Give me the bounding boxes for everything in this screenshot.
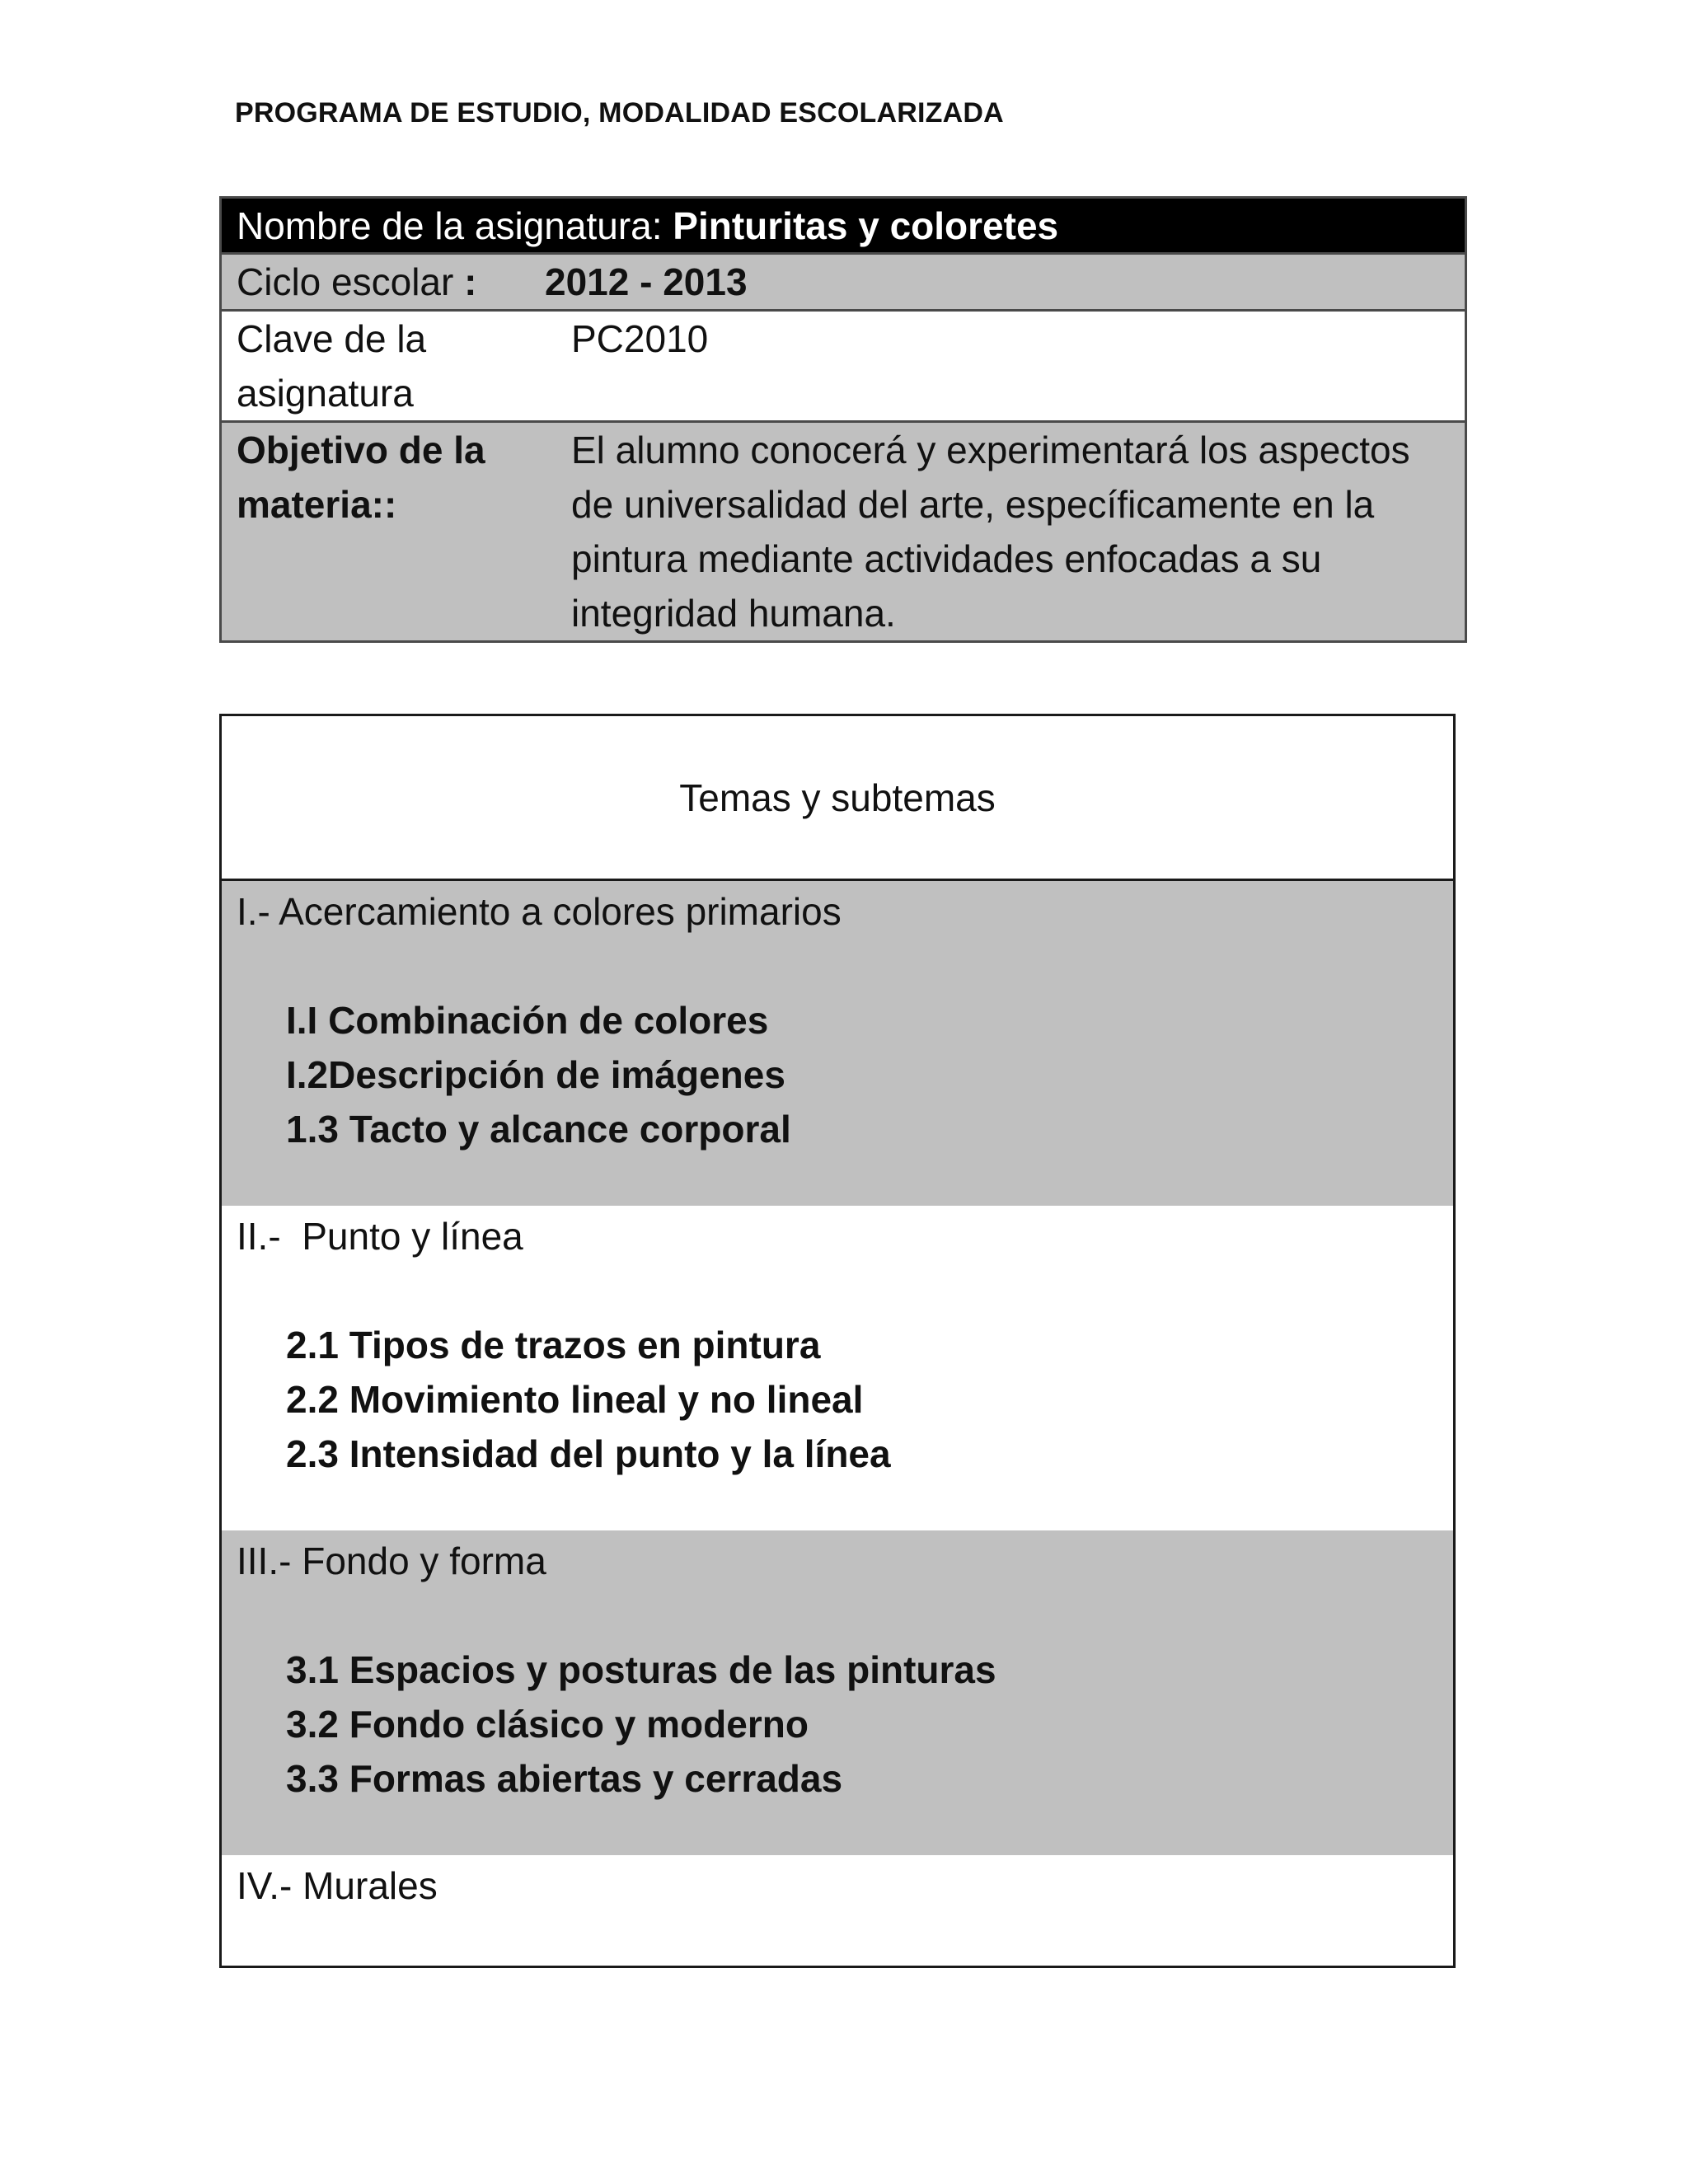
subject-name-value: Pinturitas y coloretes: [673, 204, 1059, 247]
school-cycle-colon: :: [464, 260, 477, 303]
subtopic-list: [237, 1318, 1453, 1481]
school-cycle-value: 2012 - 2013: [545, 260, 748, 303]
subtopic-item: 3.2 Fondo clásico y moderno: [286, 1703, 809, 1746]
subtopic-item: 2.1 Tipos de trazos en pintura: [286, 1324, 821, 1366]
subtopic-item: 1.3 Tacto y alcance corporal: [286, 1108, 791, 1151]
topic-unit-4: [222, 1855, 1453, 1966]
objective-label: Objetivo de la materia::: [237, 429, 485, 526]
subtopic-item: 3.1 Espacios y posturas de las pinturas: [286, 1648, 996, 1691]
topic-unit-2: [222, 1206, 1453, 1530]
subtopic-item: I.I Combinación de colores: [286, 999, 769, 1042]
subtopic-list: [237, 1643, 1453, 1806]
school-cycle-label: Ciclo escolar: [237, 260, 465, 303]
school-cycle-row: [222, 255, 1465, 312]
school-cycle-label-cell: [222, 255, 556, 309]
topic-title: I.- Acercamiento a colores primarios: [237, 890, 842, 933]
page-header: PROGRAMA DE ESTUDIO, MODALIDAD ESCOLARIZADA: [235, 97, 1004, 129]
subject-name-label: Nombre de la asignatura:: [237, 204, 673, 247]
topic-title: III.- Fondo y forma: [237, 1540, 546, 1582]
subtopic-item: I.2Descripción de imágenes: [286, 1053, 785, 1096]
subject-info-table: [219, 196, 1467, 643]
topic-title: IV.- Murales: [237, 1864, 438, 1907]
topic-title: II.- Punto y línea: [237, 1215, 523, 1258]
subtopic-list: [237, 993, 1453, 1156]
subject-name-row: [222, 199, 1465, 255]
topic-unit-3: [222, 1530, 1453, 1855]
subtopic-item: 2.3 Intensidad del punto y la línea: [286, 1432, 891, 1475]
objective-value: El alumno conocerá y experimentará los aspectos de universalidad del arte, específicamente en la pintura mediante actividades enfocadas a su integridad humana.: [571, 429, 1410, 635]
subtopic-item: 2.2 Movimiento lineal y no lineal: [286, 1378, 864, 1421]
topic-unit-1: [222, 881, 1453, 1206]
subtopic-item: 3.3 Formas abiertas y cerradas: [286, 1757, 843, 1800]
topics-header: Temas y subtemas: [222, 716, 1453, 881]
subject-key-value: PC2010: [571, 317, 709, 360]
objective-row: [222, 423, 1465, 640]
topics-table: [219, 714, 1456, 1968]
subject-key-label: Clave de la asignatura: [237, 317, 427, 415]
subject-key-row: [222, 312, 1465, 423]
